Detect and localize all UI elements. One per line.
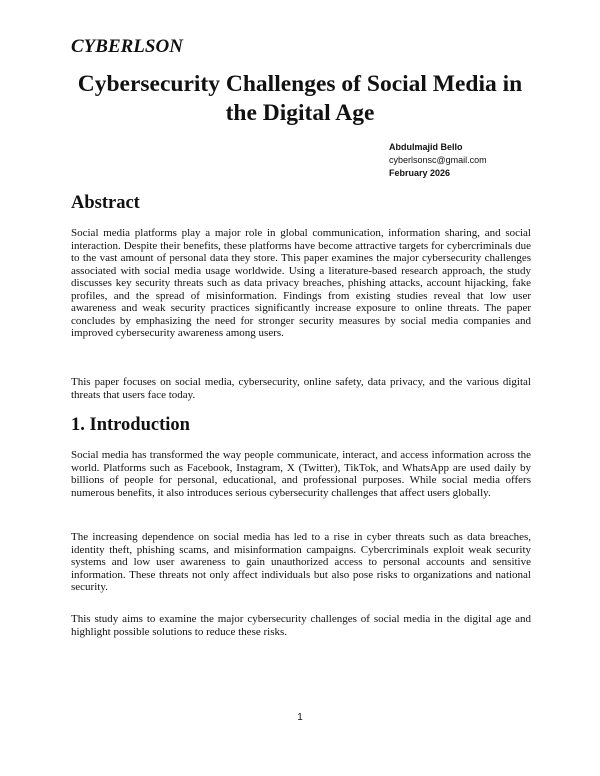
abstract-paragraph: Social media platforms play a major role in global communication, information sharing, and social interaction. Despite their benefits, these platforms have become attractive targets for cybercriminals due to the vast amount of personal data they store. This paper examines the major cybersecurity challenges associated with social media usage worldwide. Using a literature-based research approach, the study discusses key security threats such as data privacy breaches, phishing attacks, account hijacking, fake profiles, and the spread of misinformation. Findings from existing studies reveal that low user awareness and weak security practices significantly increase exposure to online threats. The paper concludes by emphasizing the need for stronger security measures by social media companies and improved cybersecurity awareness among users. xyxy=(71,227,531,339)
abstract-keywords-paragraph: This paper focuses on social media, cybersecurity, online safety, data privacy, and the various digital threats that users face today. xyxy=(71,376,531,401)
author-name: Abdulmajid Bello xyxy=(389,142,463,152)
introduction-heading: 1. Introduction xyxy=(71,415,190,435)
publication-date: February 2026 xyxy=(389,168,451,178)
author-block xyxy=(389,141,487,180)
abstract-heading: Abstract xyxy=(71,193,140,213)
introduction-paragraph-3: This study aims to examine the major cybersecurity challenges of social media in the digital age and highlight possible solutions to reduce these risks. xyxy=(71,613,531,638)
journal-name: CYBERLSON xyxy=(71,36,183,57)
page-number: 1 xyxy=(297,712,303,723)
introduction-paragraph-1: Social media has transformed the way people communicate, interact, and access information across the world. Platforms such as Facebook, Instagram, X (Twitter), TikTok, and WhatsApp are used daily by billions of people for personal, educational, and professional purposes. While social media offers numerous benefits, it also introduces serious cybersecurity challenges that affect users globally. xyxy=(71,449,531,499)
author-email: cyberlsonsc@gmail.com xyxy=(389,155,487,165)
paper-title: Cybersecurity Challenges of Social Media in the Digital Age xyxy=(77,71,523,126)
introduction-paragraph-2: The increasing dependence on social media has led to a rise in cyber threats such as data breaches, identity theft, phishing scams, and misinformation campaigns. Cybercriminals exploit weak security systems and low user awareness to gain unauthorized access to personal accounts and sensitive information. These threats not only affect individuals but also pose risks to organizations and national security. xyxy=(71,531,531,593)
